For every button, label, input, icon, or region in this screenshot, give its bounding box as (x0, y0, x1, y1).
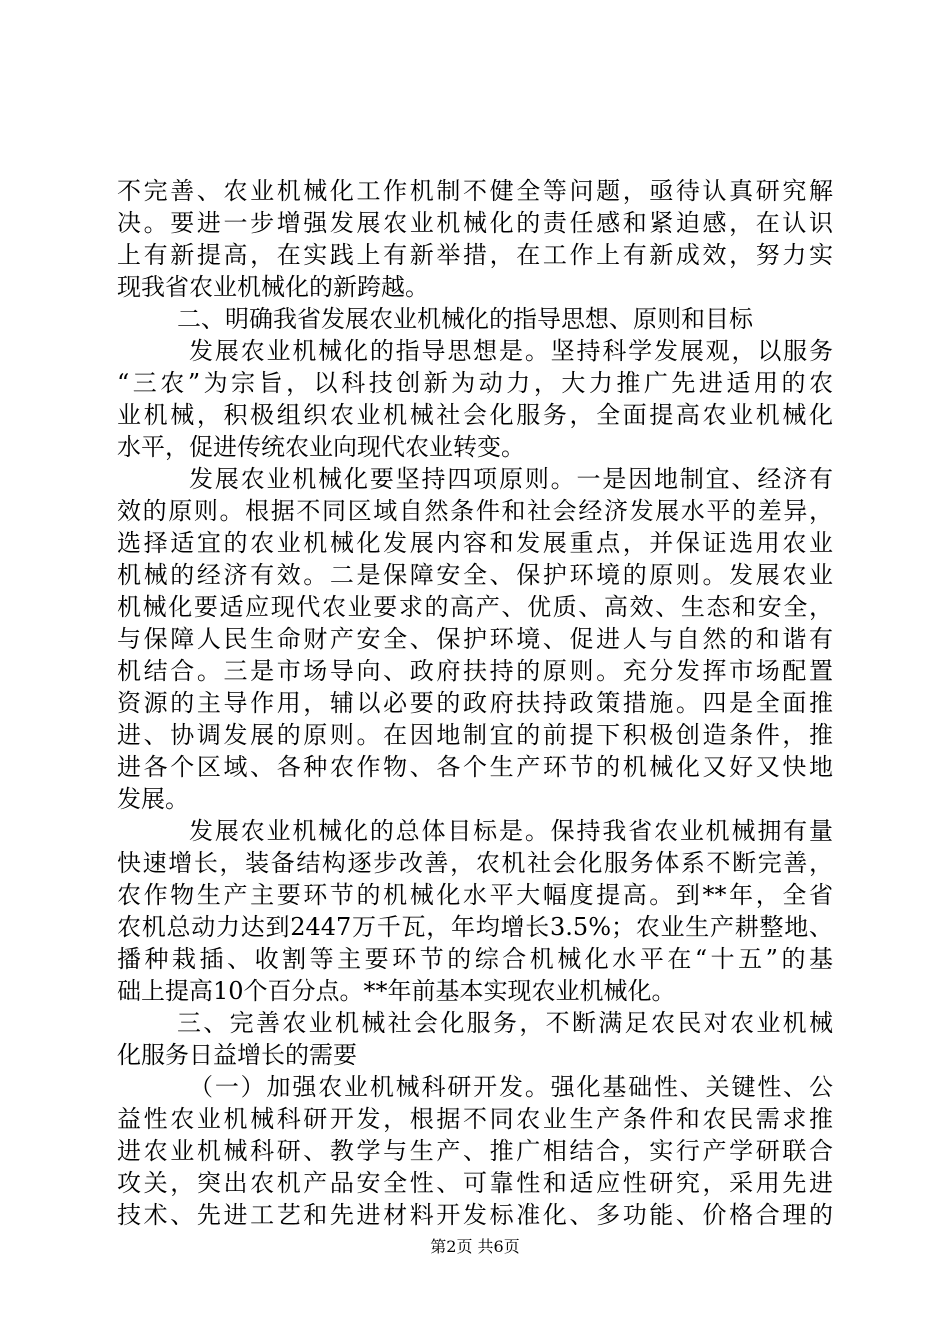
text-line: 决。要进一步增强发展农业机械化的责任感和紧迫感，在认识 (117, 209, 833, 237)
text-line: 资源的主导作用，辅以必要的政府扶持政策措施。四是全面推 (117, 689, 833, 717)
text-line: 发展。 (117, 785, 189, 813)
section-heading: 三、完善农业机械社会化服务，不断满足农民对农业机械 (177, 1009, 833, 1037)
text-line: 播种栽插、收割等主要环节的综合机械化水平在“十五”的基 (117, 945, 833, 973)
text-line: 机结合。三是市场导向、政府扶持的原则。充分发挥市场配置 (117, 657, 833, 685)
text-line: 水平，促进传统农业向现代农业转变。 (117, 433, 525, 461)
text-line: 农机总动力达到2447万千瓦，年均增长3.5%；农业生产耕整地、 (117, 913, 833, 941)
text-line: 进农业机械科研、教学与生产、推广相结合，实行产学研联合 (117, 1137, 833, 1165)
text-line: 现我省农业机械化的新跨越。 (117, 273, 429, 301)
page-number-footer: 第2页 共6页 (430, 1237, 520, 1256)
text-line: 益性农业机械科研开发，根据不同农业生产条件和农民需求推 (117, 1105, 833, 1133)
text-line: 不完善、农业机械化工作机制不健全等问题，亟待认真研究解 (117, 177, 833, 205)
subsection-heading: （一）加强农业机械科研开发。强化基础性、关键性、公 (189, 1073, 833, 1101)
text-line: 攻关，突出农机产品安全性、可靠性和适应性研究，采用先进 (117, 1169, 833, 1197)
text-line: 选择适宜的农业机械化发展内容和发展重点，并保证选用农业 (117, 529, 833, 557)
text-line: 业机械，积极组织农业机械社会化服务，全面提高农业机械化 (117, 401, 833, 429)
text-line: 与保障人民生命财产安全、保护环境、促进人与自然的和谐有 (117, 625, 833, 653)
text-line: 效的原则。根据不同区域自然条件和社会经济发展水平的差异， (117, 497, 833, 525)
text-line: 发展农业机械化要坚持四项原则。一是因地制宜、经济有 (189, 465, 833, 493)
text-line: 快速增长，装备结构逐步改善，农机社会化服务体系不断完善， (117, 849, 833, 877)
document-body (117, 175, 833, 1231)
text-line: 技术、先进工艺和先进材料开发标准化、多功能、价格合理的 (117, 1201, 833, 1229)
text-line: 上有新提高，在实践上有新举措，在工作上有新成效，努力实 (117, 241, 833, 269)
text-line: 进各个区域、各种农作物、各个生产环节的机械化又好又快地 (117, 753, 833, 781)
text-line: 农作物生产主要环节的机械化水平大幅度提高。到**年，全省 (117, 881, 833, 909)
text-line: 机械的经济有效。二是保障安全、保护环境的原则。发展农业 (117, 561, 833, 589)
section-heading: 化服务日益增长的需要 (117, 1041, 357, 1069)
text-line: 进、协调发展的原则。在因地制宜的前提下积极创造条件，推 (117, 721, 833, 749)
text-line: 础上提高10个百分点。**年前基本实现农业机械化。 (117, 977, 676, 1005)
text-line: 发展农业机械化的总体目标是。保持我省农业机械拥有量 (189, 817, 833, 845)
section-heading: 二、明确我省发展农业机械化的指导思想、原则和目标 (177, 305, 753, 333)
text-line: 发展农业机械化的指导思想是。坚持科学发展观，以服务 (189, 337, 833, 365)
text-line: 机械化要适应现代农业要求的高产、优质、高效、生态和安全， (117, 593, 833, 621)
text-line: “三农”为宗旨，以科技创新为动力，大力推广先进适用的农 (117, 369, 833, 397)
